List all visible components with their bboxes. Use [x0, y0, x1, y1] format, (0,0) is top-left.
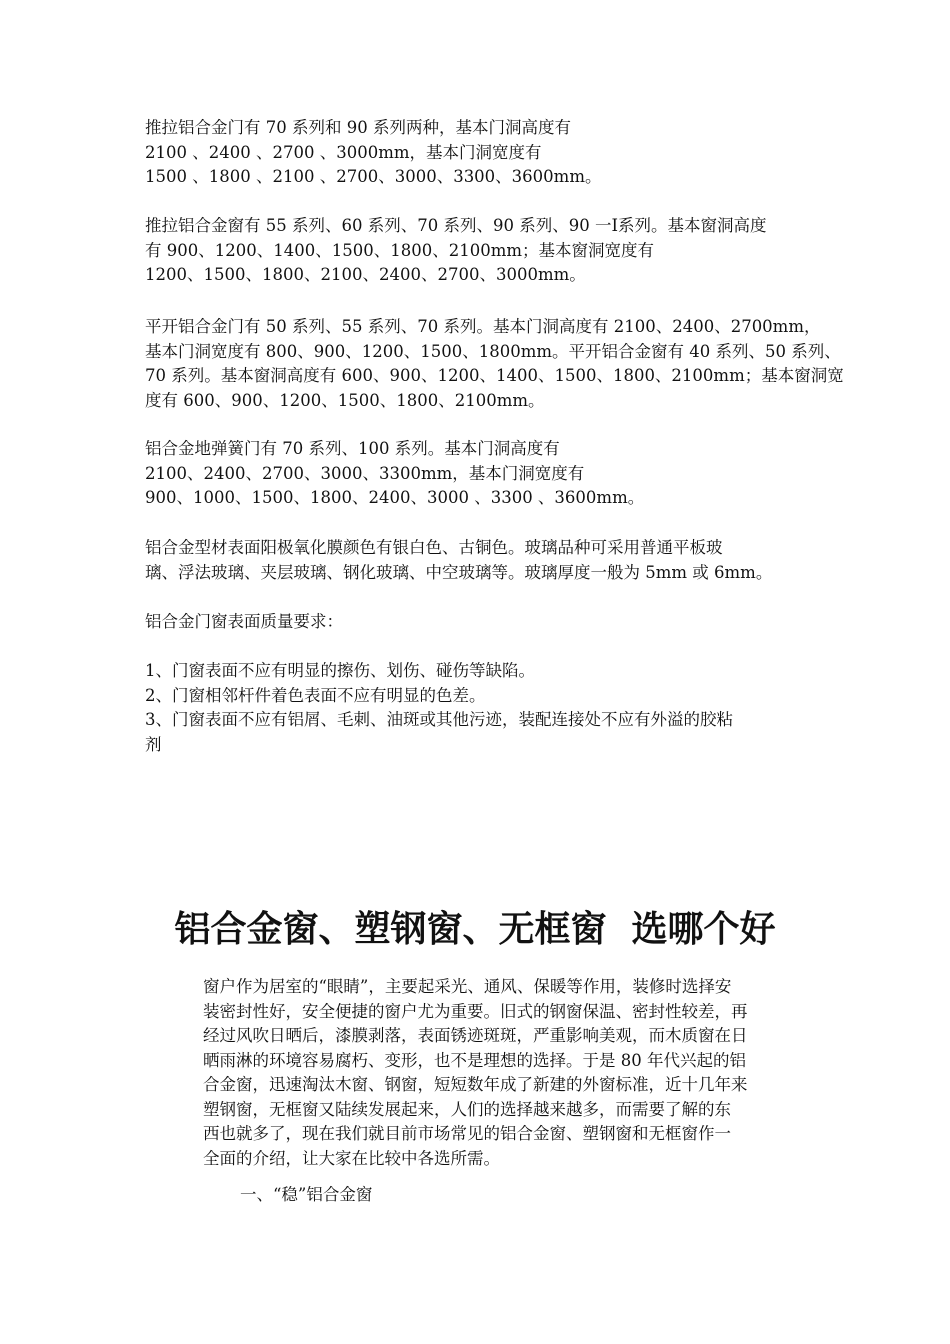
paragraph-line: 经过风吹日晒后，漆膜剥落，表面锈迹斑斑，严重影响美观，而木质窗在日 — [203, 1026, 748, 1045]
paragraph-line: 推拉铝合金窗有 55 系列、60 系列、70 系列、90 系列、90 一Ⅰ系列。基本窗洞高度 — [145, 216, 767, 235]
quality-heading — [145, 610, 825, 635]
article-intro — [203, 975, 823, 1171]
section-subheading: 一、“稳”铝合金窗 — [240, 1185, 373, 1204]
paragraph-line: 塑钢窗，无框窗又陆续发展起来，人们的选择越来越多，而需要了解的东 — [203, 1099, 731, 1119]
list-item: 2、门窗相邻杆件着色表面不应有明显的色差。 — [145, 685, 486, 705]
article-title: 铝合金窗、塑钢窗、无框窗 选哪个好 — [174, 909, 776, 950]
paragraph-line: 900、1000、1500、1800、2400、3000 、3300 、3600mm。 — [145, 488, 645, 507]
quality-list — [145, 659, 825, 757]
paragraph-line: 推拉铝合金门有 70 系列和 90 系列两种，基本门洞高度有 — [145, 118, 571, 137]
finish-glass-paragraph — [145, 536, 825, 585]
paragraph-line: 平开铝合金门有 50 系列、55 系列、70 系列。基本门洞高度有 2100、2400、2700mm， — [145, 317, 821, 336]
paragraph-line: 璃、浮法玻璃、夹层玻璃、钢化玻璃、中空玻璃等。玻璃厚度一般为 5mm 或 6mm。 — [145, 562, 773, 582]
paragraph-line: 全面的介绍，让大家在比较中各选所需。 — [203, 1148, 500, 1168]
paragraph-line: 窗户作为居室的“眼睛”，主要起采光、通风、保暖等作用，装修时选择安 — [203, 977, 732, 996]
paragraph-line: 2100 、2400 、2700 、3000mm，基本门洞宽度有 — [145, 142, 542, 162]
paragraph-line: 晒雨淋的环境容易腐朽、变形，也不是理想的选择。于是 80 年代兴起的铝 — [203, 1050, 746, 1070]
sliding-window-paragraph — [145, 214, 825, 288]
paragraph-line: 合金窗，迅速淘汰木窗、钢窗，短短数年成了新建的外窗标准，近十几年来 — [203, 1075, 748, 1094]
paragraph-line: 基本门洞宽度有 800、900、1200、1500、1800mm。平开铝合金窗有 40 系列、50 系列、 — [145, 341, 841, 361]
sliding-door-paragraph — [145, 116, 825, 190]
paragraph-line: 70 系列。基本窗洞高度有 600、900、1200、1400、1500、1800、2100mm；基本窗洞宽 — [145, 366, 844, 385]
paragraph-line: 铝合金型材表面阳极氧化膜颜色有银白色、古铜色。玻璃品种可采用普通平板玻 — [145, 538, 723, 557]
paragraph-line: 度有 600、900、1200、1500、1800、2100mm。 — [145, 390, 545, 410]
paragraph-line: 1500 、1800 、2100 、2700、3000、3300、3600mm。 — [145, 167, 602, 186]
paragraph-line: 装密封性好，安全便捷的窗户尤为重要。旧式的钢窗保温、密封性较差，再 — [203, 1001, 748, 1021]
heading-line: 铝合金门窗表面质量要求： — [145, 612, 343, 631]
floor-spring-door-paragraph — [145, 437, 825, 511]
casement-paragraph — [145, 315, 844, 413]
list-item: 3、门窗表面不应有铝屑、毛刺、油斑或其他污迹，装配连接处不应有外溢的胶粘 — [145, 710, 733, 729]
paragraph-line: 有 900、1200、1400、1500、1800、2100mm；基本窗洞宽度有 — [145, 240, 654, 260]
list-item: 1、门窗表面不应有明显的擦伤、划伤、碰伤等缺陷。 — [145, 661, 535, 680]
paragraph-line: 1200、1500、1800、2100、2400、2700、3000mm。 — [145, 265, 586, 284]
paragraph-line: 2100、2400、2700、3000、3300mm，基本门洞宽度有 — [145, 463, 585, 483]
paragraph-line: 铝合金地弹簧门有 70 系列、100 系列。基本门洞高度有 — [145, 439, 560, 458]
paragraph-line: 西也就多了，现在我们就目前市场常见的铝合金窗、塑钢窗和无框窗作一 — [203, 1124, 731, 1143]
list-item: 剂 — [145, 734, 162, 754]
